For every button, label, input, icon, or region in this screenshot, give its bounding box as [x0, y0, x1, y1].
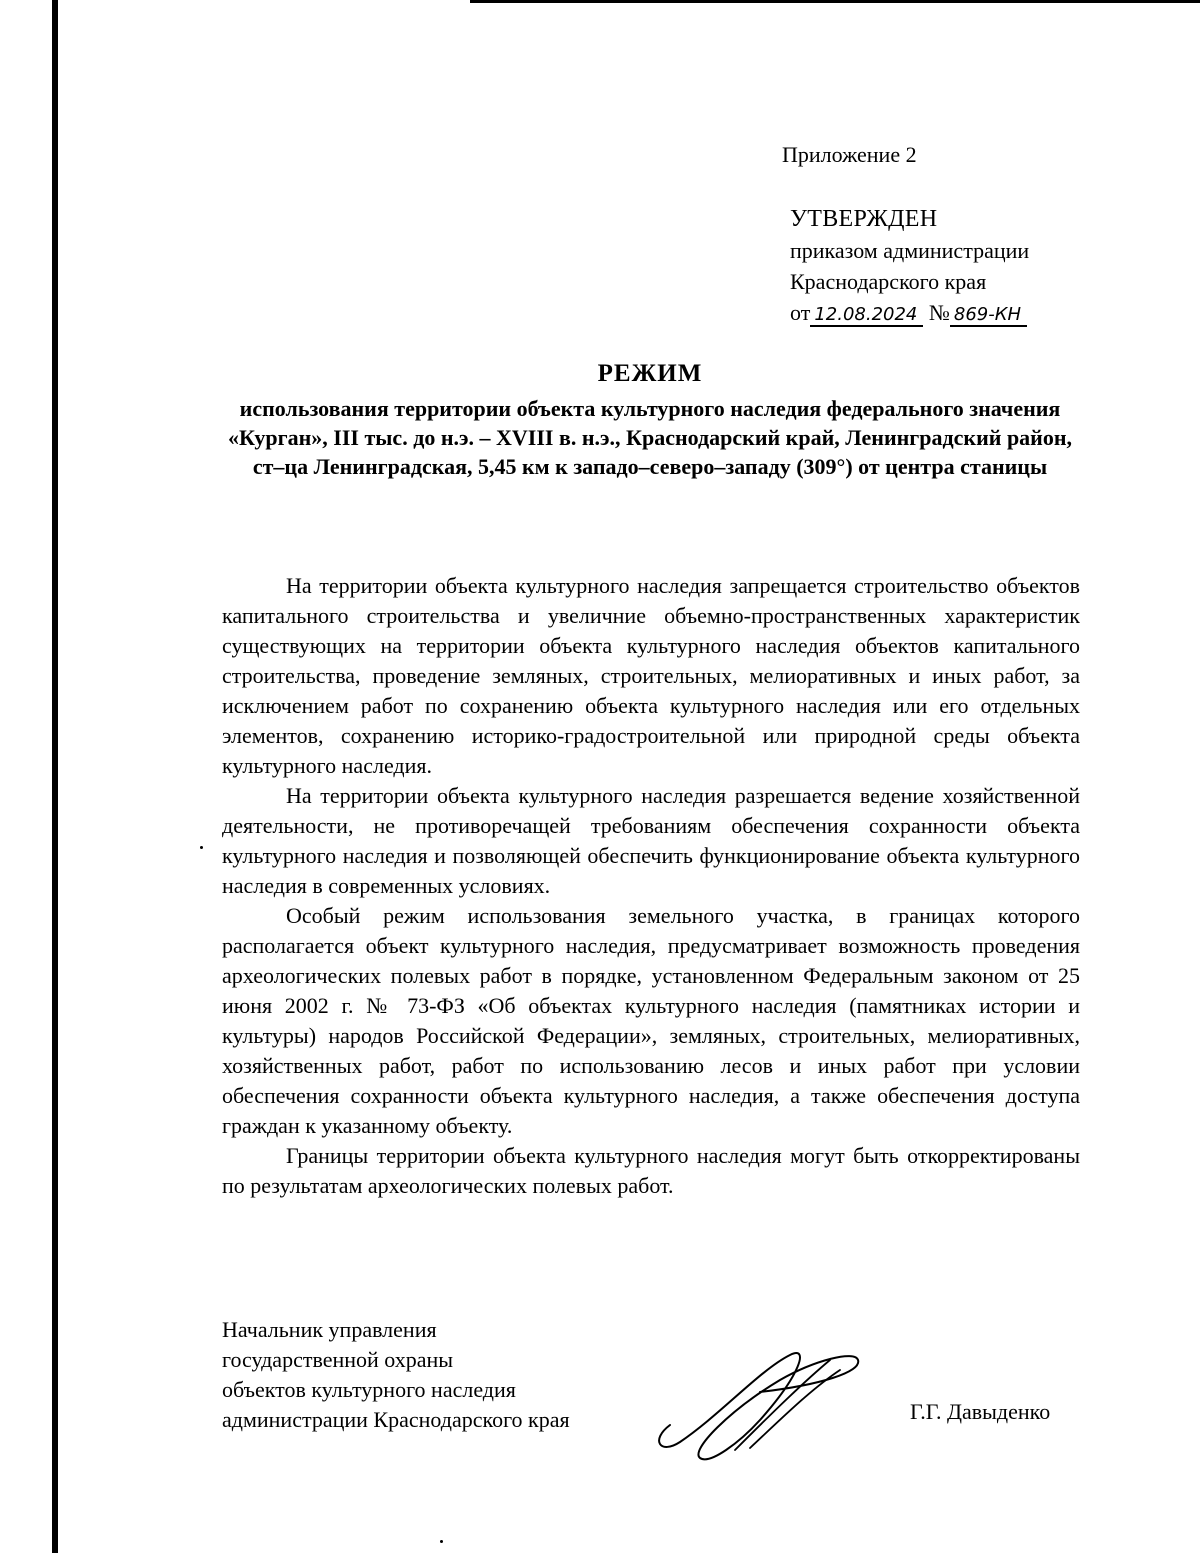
scan-speck: [440, 1540, 443, 1543]
scan-top-line: [470, 0, 1200, 3]
appendix-label: Приложение 2: [782, 142, 917, 167]
handwritten-date: 12.08.2024: [810, 305, 923, 327]
document-title: РЕЖИМ: [597, 360, 703, 387]
document-subtitle: использования территории объекта культурного наследия федерального значения «Курган», III тыс. до н.э. – XVIII в. н.э., Краснодарский край, Ленинградский район, ст–ца Ленинградская, 5,45 км к западо–северо–западу (309°) от центра станицы: [227, 396, 1073, 479]
signatory-position: [222, 1315, 570, 1435]
signer-name: Г.Г. Давыденко: [910, 1399, 1051, 1424]
body-paragraph-3: Особый режим использования земельного участка, в границах которого располагается объект культурного наследия, предусматривает возможность проведения археологических полевых работ в порядке, установленном Федеральным законом от 25 июня 2002 г. № 73-ФЗ «Об объектах культурного наследия (памятниках истории и культуры) народов Российской Федерации», земляных, строительных, мелиоративных, хозяйственных работ, работ по использованию лесов и иных работ при условии обеспечения сохранности объекта культурного наследия, а также обеспечения доступа граждан к указанному объекту.: [222, 903, 1080, 1138]
signatory-line-2: государственной охраны: [222, 1347, 454, 1372]
body-paragraph-2: На территории объекта культурного наследия разрешается ведение хозяйственной деятельности, не противоречащей требованиям обеспечения сохранности объекта культурного наследия и позволяющей обеспечить функционирование объекта культурного наследия в современных условиях.: [222, 783, 1080, 898]
signatory-line-4: администрации Краснодарского края: [222, 1407, 570, 1432]
signatory-line-3: объектов культурного наследия: [222, 1377, 516, 1402]
number-prefix: №: [928, 300, 950, 325]
signatory-line-1: Начальник управления: [222, 1317, 437, 1342]
handwritten-signature: [640, 1330, 880, 1470]
date-prefix: от: [790, 300, 811, 325]
document-body: [222, 571, 1080, 1201]
approval-date-line: [790, 297, 1029, 328]
approval-line-1: приказом администрации: [790, 238, 1030, 263]
handwritten-number: 869-КН: [950, 305, 1027, 327]
body-paragraph-1: На территории объекта культурного наследия запрещается строительство объектов капитального строительства и увеличние объемно-пространственных характеристик существующих на территории объекта культурного наследия объектов капитального строительства, проведение земляных, строительных, мелиоративных и иных работ, за исключением работ по сохранению объекта культурного наследия или его отдельных элементов, сохранению историко-градостроительной или природной среды объекта культурного наследия.: [222, 573, 1080, 778]
scan-speck: [200, 846, 203, 849]
scan-left-border: [52, 0, 58, 1553]
approval-title: УТВЕРЖДЕН: [790, 206, 938, 232]
approval-block: [790, 204, 1029, 328]
approval-line-2: Краснодарского края: [790, 269, 987, 294]
body-paragraph-4: Границы территории объекта культурного наследия могут быть откорректированы по результатам археологических полевых работ.: [222, 1143, 1080, 1198]
